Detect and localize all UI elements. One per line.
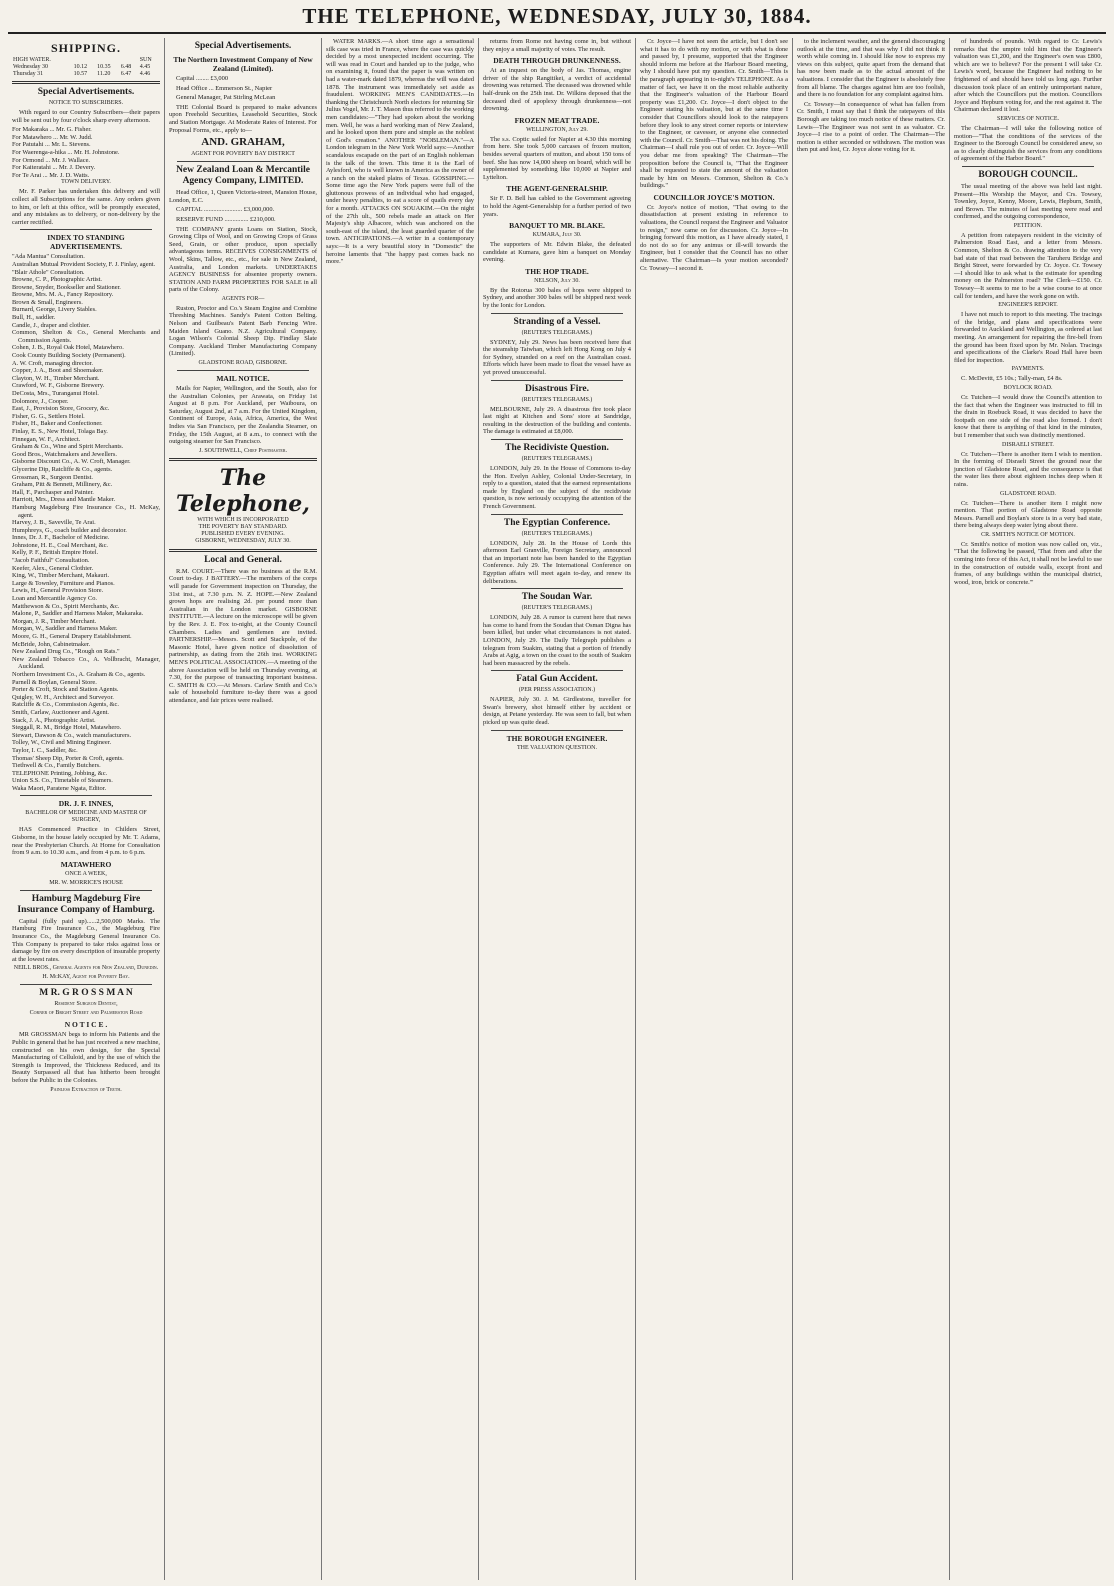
index-item: Moore, G. H., General Drapery Establishment.	[12, 633, 132, 640]
index-item: Steggall, R. M., Bridge Hotel, Matawhero.	[12, 724, 122, 732]
index-item: Finnegan, W. F., Architect.	[12, 435, 81, 443]
index-item: Keefer, Alex., General Clothier.	[12, 564, 94, 572]
index-item: Union S.S. Co., Timetable of Steamers.	[12, 777, 113, 785]
mckay-agent: H. McKAY, Agent for Poverty Bay.	[42, 974, 130, 981]
tide-header: HIGH WATER.	[13, 57, 51, 63]
index-item: Northern Investment Co., A. Graham & Co., agents.	[12, 670, 146, 678]
index-item: "Blair Athole" Consultation.	[12, 268, 85, 276]
index-item: Graham & Co., Wine and Spirit Merchants.	[12, 443, 124, 451]
stranding-sub: (REUTER'S TELEGRAMS.)	[521, 329, 593, 336]
fire-heading: Disastrous Fire.	[524, 383, 590, 394]
index-item: Stack, J. A., Photographic Artist.	[12, 716, 96, 724]
index-item: Good Bros., Watchmakers and Jewellers.	[12, 450, 117, 458]
loan-office: Head Office, 1, Queen Victoria-street, Mansion House, London, E.C.	[169, 189, 317, 204]
columns	[8, 38, 1106, 1580]
index-item: Morgan, J. R., Timber Merchant.	[12, 617, 97, 625]
engineer-heading: THE BOROUGH ENGINEER.	[506, 733, 608, 743]
loan-heading: New Zealand Loan & Mercantile Agency Company, LIMITED.	[176, 165, 310, 187]
graham-sub: AGENT FOR POVERTY BAY DISTRICT	[191, 151, 295, 158]
once-week: ONCE A WEEK,	[65, 870, 107, 877]
index-item: Morgan, W., Saddler and Harness Maker.	[12, 625, 118, 633]
index-item: "Jacob Faithful" Consultation.	[12, 557, 90, 565]
petition-body: A petition from ratepayers resident in the vicinity of Palmerston Road East, and a letter from Messrs. Common, Shelton & Co. drawing attention to the very bad state of that road between the Taruheru Bridge and Bright Street, were forwarded by Cr. Joyce. Cr. Towsey—I should like to ask what is the estimate for spending money on the Palmerston road? The Clerk—£150. Cr. Towsey—It seems to me to be a wise course to at once call for tenders, and have the work gone on with.	[954, 231, 1102, 300]
matawhero: MATAWHERO	[60, 859, 112, 869]
smith-heading: CR. SMITH'S NOTICE OF MOTION.	[981, 531, 1075, 538]
graham-name: AND. GRAHAM,	[201, 136, 285, 149]
index-item: Parnell & Boylan, General Store.	[12, 678, 97, 686]
column-6-top: to the inclement weather, and the general discouraging outlook at the time, and that was why I did not think it worth while coming in. I should like now to express my views on this subject, quite apart from the demand that has now been made as to the actual amount of the valuations. I consider that the Engineer is absolutely free from all blame. The charges against him are too foolish, and there is no foundation for any complaint against him.	[797, 38, 945, 99]
stranding-body: SYDNEY, July 29. News has been received here that the steamship Taiwhan, which left Hong Kong on July 4 for Sydney, stranded on a reef on the Australian coast. Efforts which have been made to float the vessel have as yet proved unsuccessful.	[483, 338, 631, 377]
column-7	[950, 38, 1106, 1580]
gun-heading: Fatal Gun Accident.	[516, 674, 598, 685]
index-item: A. W. Croft, managing director.	[12, 359, 93, 367]
agents-list: For Makaraka ... Mr. G. Fisher. For Matawhero ... Mr. W. Judd. For Patutahi ... Mr. L. Stevens. For Waerenga-a-hika ... Mr. H. Johnstone. For Ormond ... Mr. J. Wallace. For Kaiteratahi ... Mr. J. Devery. For Te Arai ... Mr. J. D. Watts.	[12, 126, 120, 179]
index-item: Crawford, W. F., Gisborne Brewery.	[12, 382, 105, 390]
agents-body: Ruston, Proctor and Co.'s Steam Engine and Combine Threshing Machines. Sandy's Patent Cotton Belting. Nelson and Guilbeau's Patent Barb Fencing Wire. Maiden Island Guano. N.Z. Agricultural Company. Logan Wilson's Colonial Sheep Dip. Findlay Slate Company. Auckland Timber Manufacturing Company (Limited).	[169, 304, 317, 358]
boylock-body: Cr. Tutchen—I would draw the Council's attention to the fact that when the Engineer was instructed to fill in the drain in Roebuck Road, it was decided to have the footpath on one side of the road also formed. I don't know that there is anything of that kind in the minutes, but I remember that such was distinctly mentioned.	[954, 393, 1102, 439]
index-item: Browne, Mrs. M. A., Fancy Repository.	[12, 291, 114, 299]
index-item: Malone, P., Saddler and Harness Maker, Makaraka.	[12, 610, 144, 618]
index-item: Clayton, W. H., Timber Merchant.	[12, 374, 100, 382]
index-item: Tolley, W., Civil and Mining Engineer.	[12, 739, 112, 747]
grossman-sub: Resident Surgeon Dentist,	[54, 1001, 118, 1008]
index-item: Bull, H., saddler.	[12, 314, 56, 322]
petition-heading: PETITION.	[1013, 222, 1043, 229]
gladstone-heading: GLADSTONE ROAD.	[1000, 490, 1056, 497]
northern-heading: The Northern Investment Company of New Zealand (Limited).	[173, 55, 313, 73]
borough-heading: BOROUGH COUNCIL.	[978, 169, 1078, 180]
index-item: Tiethwell & Co., Family Butchers.	[12, 762, 101, 770]
frozen-body: The s.s. Coptic sailed for Napier at 4.30 this morning from here. She took 5,000 carcases of frozen mutton, besides several quarters of mutton, and about 150 tons of beef. She has now 14,000 sheep on board, which will be supplemented by something like 10,000 at Napier and Lyttelton.	[483, 135, 631, 181]
loan-capital: CAPITAL ........................ £3,000,000.	[176, 206, 275, 214]
sun-header: SUN	[139, 57, 152, 63]
engineers-body: I have not much to report to this meeting. The tracings of the bridge, and plans and specifications were forwarded to Auckland and Wellington, as ordered at last meeting. An arrangement for repairing the fire-bell from the ground has been fixed upon by Mr. Nolan. Tracings and specifications of the Clarke's Road Hall have been filed for inspection.	[954, 311, 1102, 364]
index-item: "Ada Mantua" Consultation.	[12, 253, 85, 261]
grossman-body: MR GROSSMAN begs to inform his Patients and the Public in general that he has just received a new machine, constructed on his own design, for the Special Manufacturing of Celluloid, and by the use of which the Strength is Improved, the Thickness Reduced, and its Beauty Surpassed all that has hitherto been brought before the Public in the Colonies.	[12, 1031, 160, 1084]
disraeli-heading: DISRAELI STREET.	[1002, 441, 1054, 448]
index-item: Loan and Mercantile Agency Co.	[12, 595, 98, 603]
index-item: Hamburg Magdeburg Fire Insurance Co., H. McKay, agent.	[12, 503, 160, 519]
special-ads-heading: Special Advertisements.	[194, 41, 292, 51]
banquet-body: The supporters of Mr. Edwin Blake, the defeated candidate at Kumara, gave him a banquet on Monday evening.	[483, 241, 631, 264]
local-general-body: R.M. COURT.—There was no business at the R.M. Court to-day. J BATTERY.—The members of the corps will parade for Government inspection on Thursday, the 31st inst., at 7.30 p.m. N. Z. HOPE.—New Zealand grown hops are realising 2d. per pound more than Australian in the London market. GISBORNE INSTITUTE.—A lecture on the microscope will be given by the Rev. J. E. Fox to-night, at the County Council Chambers. Ladies and gentlemen are invited. PARTNERSHIP.—Messrs. Scott and Stackpole, of the Masonic Hotel, have given notice of dissolution of partnership, as dating from the 26th inst. WORKING MEN'S POLITICAL ASSOCIATION.—A meeting of the above Association will be held on Thursday evening, at 7.30, for the purpose of transacting important business. C. SMITH & CO.—At Messrs. Carlaw Smith and Co.'s sale of household furniture to-day there was a good attendance, and fair prices were realised.	[169, 567, 317, 704]
disraeli-body: Cr. Tutchen—There is another item I wish to mention. In the forming of Disraeli Street the ground near the junction of Gladstone Road, and the consequence is that the water lies there about eighteen inches deep when it rains.	[954, 450, 1102, 488]
recidiviste-body: LONDON, July 29. In the House of Commons to-day the Hon. Evelyn Ashley, Colonial Under-Secretary, in reply to a question, stated that the earnest representations made by England on the subject of the recidiviste question, is now seriously occupying the attention of the French Government.	[483, 465, 631, 510]
index-item: Stewart, Dawson & Co., watch manufacturers.	[12, 731, 132, 739]
painless-heading: Painless Extraction of Teeth.	[50, 1086, 122, 1093]
fire-sub: (REUTER'S TELEGRAMS.)	[521, 396, 593, 403]
index-item: Candle, J., draper and clothier.	[12, 321, 91, 329]
column-6-mid: Cr. Towsey—In consequence of what has fallen from Cr. Smith, I must say that I think the ratepayers of this Borough are taking too much notice of these matters. Cr. Lewis—The Engineer was not sent in as valuator. Cr. Joyce—I rise to a point of order. The Chairman—The motion is either seconded or withdrawn. The motion was then put and lost, Cr. Joyce alone voting for it.	[797, 100, 945, 154]
grossman-notice: N O T I C E .	[64, 1020, 108, 1030]
recidiviste-sub: (REUTER'S TELEGRAMS.)	[521, 456, 593, 462]
fire-body: MELBOURNE, July 29. A disastrous fire took place last night at Kitchen and Sons' store at Sandridge, resulting in the destruction of the building and contents. The damage is estimated at £8,000.	[483, 405, 631, 436]
index-item: Graham, Pitt & Bennett, Millinery, &c.	[12, 481, 113, 489]
index-item: Brown & Small, Engineers.	[12, 298, 83, 306]
column-3	[322, 38, 479, 1580]
smith-body: Cr. Smith's notice of motion was now called on, viz., "That the following be passed, 'That from and after the coming into force of this Act, it shall not be lawful to use in the construction of outside walls, except front and frames, of any buildings within the municipal district, wood, iron, brick or concrete.'"	[954, 540, 1102, 586]
index-item: Gisborne Discount Co., A. W. Croft, Manager.	[12, 458, 131, 466]
hop-dateline: NELSON, July 30.	[534, 277, 580, 284]
neill-bros: NEILL BROS., General Agents for New Zealand, Dunedin.	[13, 965, 159, 972]
drunk-body: At an inquest on the body of Jas. Thomas, engine driver of the ship Rangitikei, a verdict of accidental drowning was returned. The deceased was drowned while half-drunk on the 25th inst. Dr. Wilkins deposed that the deceased died of apoplexy through drunkenness—not drowning.	[483, 67, 631, 113]
frozen-heading: FROZEN MEAT TRADE.	[514, 115, 600, 125]
morrice-house: MR. W. MORRICE'S HOUSE	[49, 879, 123, 886]
drunk-heading: DEATH THROUGH DRUNKENNESS.	[493, 56, 621, 66]
innes-body: HAS Commenced Practice in Childers Street, Gisborne, in the house lately occupied by Mr. T. Adams, near the Presbyterian Church. At Home for Consultation from 9 a.m. to 10.30 a.m., and from 4 p.m. to 6 p.m.	[12, 826, 160, 857]
tide-row: Thursday 31 10.57 11.20 6.47 4.46	[13, 71, 151, 77]
soudan-sub: (REUTER'S TELEGRAMS.)	[521, 605, 593, 612]
index-item: Quigley, W. H., Architect and Surveyor.	[12, 693, 114, 701]
telephone-standard: THE POVERTY BAY STANDARD.	[198, 523, 288, 530]
index-item: Waka Maori, Paratene Ngata, Editor.	[12, 784, 107, 792]
services-heading: SERVICES OF NOTICE.	[996, 115, 1060, 122]
hop-body: By the Rotorua 300 bales of hops were shipped to Sydney, and another 300 bales will be shipped next week by the Ionic for London.	[483, 286, 631, 310]
index-item: Browne, C. P., Photographic Artist.	[12, 276, 103, 284]
index-item: Fisher, H., Baker and Confectioner.	[12, 420, 103, 428]
index-item: Lewis, H., General Provision Store.	[12, 587, 104, 595]
gun-sub: (PER PRESS ASSOCIATION.)	[518, 687, 596, 694]
tide-table	[12, 57, 160, 78]
grossman-heading: M R. G R O S S M A N	[39, 988, 133, 999]
masthead	[8, 0, 1106, 34]
egypt-body: LONDON, July 28. In the House of Lords this afternoon Earl Granville, Foreign Secretary, announced that an important note has been handed to the Egyptian Conference. July 29. The International Conference on Egyptian affairs will meet again to-day, and renew its deliberations.	[483, 539, 631, 585]
postmaster: J. SOUTHWELL, Chief Postmaster.	[198, 447, 287, 454]
frozen-dateline: WELLINGTON, July 29.	[526, 126, 588, 133]
engineers-heading: ENGINEER'S REPORT.	[998, 302, 1058, 309]
index-item: Ratcliffe & Co., Commission Agents, &c.	[12, 701, 119, 709]
index-item: Large & Townley, Furniture and Pianos.	[12, 579, 115, 587]
town-delivery-body: Mr. F. Parker has undertaken this delivery and will collect all Subscriptions for the same. Any orders given to him, or left at this office, will be promptly executed, and any mistakes as to delivery, or non-delivery by the carrier rectified.	[12, 188, 160, 226]
index-item: Taylor, I. C., Saddler, &c.	[12, 746, 78, 754]
index-item: Kelly, P. F., British Empire Hotel.	[12, 549, 99, 557]
shipping-heading: SHIPPING.	[50, 41, 121, 55]
payments-heading: PAYMENTS.	[1011, 366, 1045, 373]
index-item: Hall, F., Parchasper and Painter.	[12, 488, 94, 496]
innes-sub: BACHELOR OF MEDICINE AND MASTER OF SURGERY,	[25, 810, 147, 824]
index-item: Innes, Dr. J. F., Bachelor of Medicine.	[12, 534, 110, 542]
banquet-dateline: KUMARA, July 30.	[532, 232, 582, 239]
index-item: Dolomore, J., Cooper.	[12, 397, 69, 405]
grossman-address: Corner of Bright Street and Palmerston Road	[29, 1010, 143, 1017]
index-item: Johnstone, H. E., Coal Merchant, &c.	[12, 541, 109, 549]
agent-gen-heading: THE AGENT-GENERALSHIP.	[506, 184, 608, 194]
column-5	[636, 38, 793, 1580]
column-3-body: WATER MARKS.—A short time ago a sensational silk case was tried in France, where the case was quickly decided by a most unexpected incident occurring. The will was read in Court and handed up to the judge, who on examining it, found that the paper is was written on had a water-mark dated 1879, whereas the will was dated 1878. The instrument was immediately set aside as fraudulent. WORKING MEN'S CANDIDATES.—In thanking the Christchurch North electors for returning Sir Julius Vogel, Mr. J. T. Mason thus referred to the working men candidates:—"They had spoken about the working men. Well, he was a hard working man of New Zealand, and he looked upon them pure and simple as the noblest of God's creation." ANOTHER "NOBLEMAN."—A London telegram in the New York World says:—Another scandalous escapade on the part of an English nobleman is the talk of the town. This time it is the Earl of Aylesford, who is well known in America as the owner of a ranch on the staked plains of Texas. GOSSIPING.—Some time ago the New York papers were full of the gluttonous prowess of an individual who had engaged, under heavy penalties, to eat a score of quails every day for a month. ATTACKS ON SOUAKIM.—On the night of the 27th ult., 500 rebels made an attack on Her Majesty's ship Albacore, which was anchored on the south-east of the island, the least guarded quarter of the town. ANTICIPATIONS.—A writer in a contemporary says:—It is a very beautiful story in "Domestic" the heroine laments that "the happy past comes back no more."	[326, 38, 474, 266]
councillor-body: Cr. Joyce's notice of motion, "That owing to the dissatisfaction at present existing in reference to valuations, the Council request the Engineer and Valuator to resign," now came on for discussion. Cr. Joyce—In bringing forward this motion, as I have already stated, I do not do so for any animus or ill-will towards the Engineer, but I consider that the Council has no other alternative. The Chairman—Is your motion seconded? Cr. Towsey—I second it.	[640, 203, 788, 272]
head-office-line: Head Office ... Emmerson St., Napier	[176, 84, 273, 92]
hop-heading: THE HOP TRADE.	[525, 266, 589, 276]
mail-heading: MAIL NOTICE.	[216, 374, 270, 384]
councillor-heading: COUNCILLOR JOYCE'S MOTION.	[653, 192, 775, 202]
gun-body: NAPIER, July 30. J. M. Girdlestone, traveller for Swan's brewery, shot himself either by accident or design, at Petane yesterday. He was seen to fall, but when picked up was quite dead.	[483, 696, 631, 727]
hamburg-heading: Hamburg Magdeburg Fire Insurance Company of Hamburg.	[17, 893, 155, 915]
index-heading: INDEX TO STANDING ADVERTISEMENTS.	[47, 233, 125, 252]
banquet-heading: BANQUET TO MR. BLAKE.	[509, 221, 605, 231]
index-item: Smith, Carlaw, Auctioneer and Agent.	[12, 708, 110, 716]
payments-body: C. McDevitt, £5 10s.; Tally-man, £4 8s.	[961, 375, 1063, 383]
page-title: THE TELEPHONE, WEDNESDAY, JULY 30, 1884.	[302, 4, 812, 28]
telephone-date: GISBORNE, WEDNESDAY, JULY 30.	[195, 537, 291, 544]
hamburg-body: Capital (fully paid up)......2,500,000 Marks. The Hamburg Fire Insurance Co., the Magdeburg Fire Insurance Co., the Magdeburg General Insurance Co. This Company is prepared to take risks against loss or damage by fire on every description of insurable property at the lowest rates.	[12, 917, 160, 963]
agents-for: AGENTS FOR—	[221, 295, 265, 302]
index-item: East, J., Provision Store, Grocery, &c.	[12, 405, 110, 413]
recidiviste-heading: The Recidiviste Question.	[505, 443, 609, 453]
index-item: Matthewson & Co., Spirit Merchants, &c.	[12, 602, 120, 610]
soudan-body: LONDON, July 28. A rumor is current here that news has come to hand from the Soudan that Osman Digna has been killed, but under what circumstances is not stated. LONDON, July 29. The Daily Telegraph publishes a telegram from Suakim, stating that a portion of friendly Arabs at Agig, a town on the coast to the south of Suakim had been massacred by the rebels.	[483, 614, 631, 667]
index-item: McBride, John, Cabinetmaker.	[12, 640, 91, 648]
index-item: Thomas' Sheep Dip, Porter & Croft, agents.	[12, 754, 124, 762]
borough-body: The usual meeting of the above was held last night. Present—His Worship the Mayor, and Crs. Towsey, Townley, Joyce, Kenny, Moore, Lewis, Hepburn, Smith, and Brown. The minutes of last meeting were read and confirmed, and the outgoing correspondence,	[954, 182, 1102, 221]
column-1	[8, 38, 165, 1580]
index-item: TELEPHONE Printing, Jobbing, &c.	[12, 769, 108, 777]
special-ads-heading: Special Advertisements.	[37, 87, 135, 97]
column-7-top: of hundreds of pounds. With regard to Cr. Lewis's remarks that the umpire told him that the Engineer's valuation was £1,200, and the Engineer's own was £800, which are we to believe? For the present I will take Cr. Lewis's word, because the Engineer had nothing to be frightened of and should have told us long ago. Further discussion took place of an entirely unimportant nature, after which the Councillors put the motion. Councillors Joyce and Hepburn voting for, and the rest against it. The Chairman declared it lost.	[954, 38, 1102, 114]
innes-name: DR. J. F. INNES,	[58, 799, 114, 809]
services-body: The Chairman—I will take the following notice of motion—"That the conditions of the services of the Engineer to the Borough Council be considered anew, so as to clearly distinguish the services from any conditions of agreement of the Harbor Board."	[954, 124, 1102, 163]
index-item: Grossman, R., Surgeon Dentist.	[12, 473, 94, 481]
boylock-heading: BOYLOCK ROAD.	[1003, 384, 1053, 391]
loan-body: THE COMPANY grants Loans on Station, Stock, Growing Clips of Wool, and on Growing Crops of Grass Seed, Grain, or other produce, upon specially advantageous terms. RECEIVES CONSIGNMENTS of Wool, Skins, Tallow, etc., etc., for sale in New Zealand, Australia, and London markets. UNDERTAKES AGENCY BUSINESS for absentee property owners. STATION AND FARM PROPERTIES FOR SALE in all parts of the Colony.	[169, 225, 317, 294]
notice-body: With regard to our Country Subscribers—their papers will be sent out by four o'clock sharp every afternoon.	[12, 109, 160, 124]
column-6	[793, 38, 950, 1580]
northern-body: THE Colonial Board is prepared to make advances upon Freehold Securities, Leasehold Securities, Stock and Station Mortgage. At Moderate Rates of Interest. For Proposal Forms, etc., apply to—	[169, 103, 317, 134]
gladstone-body: Cr. Tutchen—There is another item I might now mention. That portion of Gladstone Road opposite Messrs. Parnell and Boylan's store is in a very bad state, there being always deep water lying about there.	[954, 499, 1102, 530]
agent-gen-body: Sir F. D. Bell has cabled to the Government agreeing to hold the Agent-Generalship for a further period of two years.	[483, 195, 631, 218]
egypt-heading: The Egyptian Conference.	[503, 517, 611, 528]
telephone-with: WITH WHICH IS INCORPORATED	[197, 516, 289, 523]
index-item: Porter & Croft, Stock and Station Agents.	[12, 686, 119, 694]
index-list	[12, 253, 160, 792]
local-general-heading: Local and General.	[204, 554, 282, 565]
index-item: Burnard, George, Livery Stables.	[12, 306, 97, 314]
manager-line: General Manager, Pat Stirling McLean	[176, 94, 276, 102]
index-item: New Zealand Tobacco Co., A. Vollbracht, Manager, Auckland.	[12, 655, 160, 671]
column-5-body: Cr. Joyce—I have not seen the article, but I don't see what it has to do with my motion, or with what is done and passed by, I presume, supported that the Engineer should inform me before at the Harbour Board meeting, why I should have put my question. Cr. Smith—This is the paragraph appearing in to-night's TELEPHONE. As a matter of fact, we have it on the most reliable authority that the Engineer's valuation of the Harbour Board property was £1,200. Cr. Joyce—I don't object to the Engineer stating his valuation, but at the same time I consider that Councillors should look to the ratepayers before they look to any street corner reports or interview to the Engineer, or cavesser, or anyone else connected with the Council. Cr. Smith—That was not his doing. The Chairman—I shall rule you out of order. Cr. Joyce—Will you debar me from speaking? The Chairman—The proposition before the Council is, "That the Engineer shall be requested to state the amount of the valuation made by him on Messrs. Common, Shelton & Co.'s buildings."	[640, 38, 788, 190]
index-item: Finlay, E. S., New Hotel, Tolaga Bay.	[12, 427, 108, 435]
index-item: Cohen, J. B., Royal Oak Hotel, Matawhero.	[12, 344, 124, 352]
index-item: Copper, J. A., Boot and Shoemaker.	[12, 367, 104, 375]
valuation-heading: THE VALUATION QUESTION.	[517, 744, 597, 751]
soudan-heading: The Soudan War.	[521, 592, 593, 603]
notice-heading: NOTICE TO SUBSCRIBERS.	[48, 100, 124, 106]
index-item: DeCosta, Mrs., Turanganui Hotel.	[12, 390, 99, 397]
index-item: Harriott, Mrs., Dress and Mantle Maker.	[12, 496, 116, 504]
index-item: Australian Mutual Provident Society, F. J. Finlay, agent.	[12, 260, 156, 268]
town-delivery-heading: TOWN DELIVERY.	[61, 179, 111, 186]
index-item: Browne, Snyder, Bookseller and Stationer.	[12, 283, 121, 291]
index-item: Fisher, G. G., Settlers Hotel.	[12, 412, 85, 420]
telephone-masthead	[169, 465, 317, 545]
column-2	[165, 38, 322, 1580]
index-item: New Zealand Drug Co., "Rough on Rats."	[12, 648, 120, 656]
loan-reserve: RESERVE FUND ............... £210,000.	[176, 215, 276, 223]
column-4	[479, 38, 636, 1580]
gisborne-road: GLADSTONE ROAD, GISBORNE.	[198, 360, 288, 367]
index-item: Harvey, J. B., Saveville, Te Arai.	[12, 519, 96, 527]
mail-body: Mails for Napier, Wellington, and the South, also for the Australian Colonies, per Arawata, on Friday 1st August at 8 p.m. For Auckland, per Waiboura, on Saturday, August 2nd, at 7 a.m. For the United Kingdom, Continent of Europe, Asia, Africa, America, the West Indies via San Francisco, per the Zealandia Steamer, on Friday, the 15th August, at 8 a.m., to connect with the outgoing steamer for San Francisco.	[169, 385, 317, 446]
egypt-sub: (REUTER'S TELEGRAMS.)	[521, 530, 593, 537]
column-4-top: returns from Rome not having come in, but without they enjoy a small majority of votes. The result.	[483, 38, 631, 53]
index-item: Glycerine Dip, Ratcliffe & Co., agents.	[12, 465, 113, 473]
telephone-title: The Telephone,	[176, 464, 310, 517]
stranding-heading: Stranding of a Vessel.	[513, 316, 601, 327]
index-item: King, W., Timber Merchant, Makauri.	[12, 572, 110, 580]
telephone-published: PUBLISHED EVERY EVENING.	[201, 530, 285, 537]
capital-line: Capital ........ £3,000	[176, 75, 229, 82]
tide-row: Wednesday 30 10.12 10.35 6.48 4.45	[13, 64, 151, 70]
index-item: Cook County Building Society (Permanent).	[12, 352, 126, 360]
index-item: Humphreys, G., coach builder and decorator.	[12, 526, 127, 534]
index-item: Common, Shelton & Co., General Merchants and Commission Agents.	[12, 329, 160, 344]
